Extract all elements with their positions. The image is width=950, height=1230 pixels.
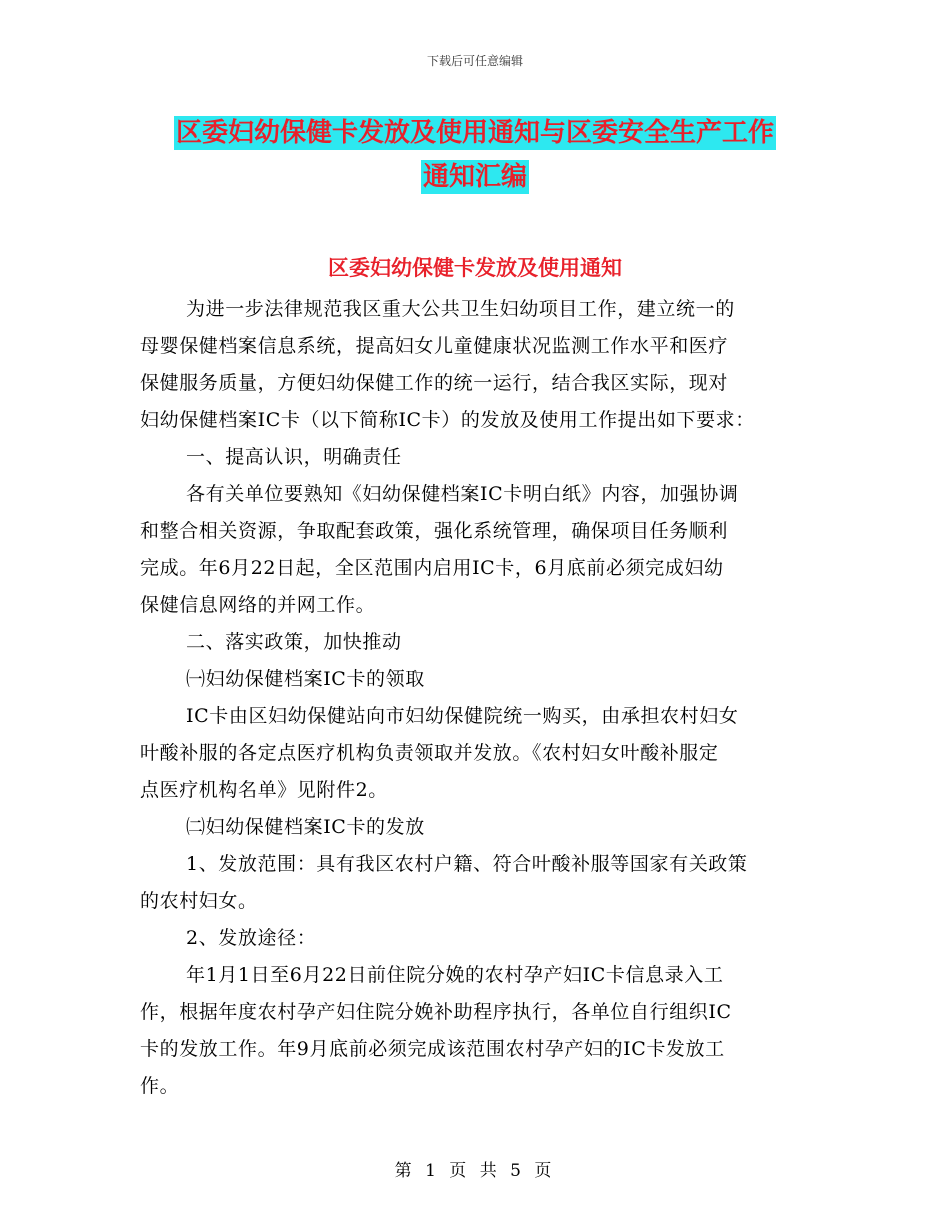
paragraph-line: 保健服务质量，方便妇幼保健工作的统一运行，结合我区实际，现对 bbox=[140, 372, 729, 394]
document-title-line-1 bbox=[0, 112, 950, 149]
paragraph-line: 年1月1日至6月22日前住院分娩的农村孕产妇IC卡信息录入工 bbox=[186, 964, 724, 986]
page-footer: 第 1 页 共 5 页 bbox=[394, 1161, 556, 1181]
document-title-line-2 bbox=[0, 156, 950, 193]
paragraph-line: 叶酸补服的各定点医疗机构负责领取并发放。《农村妇女叶酸补服定 bbox=[140, 742, 719, 764]
paragraph-line: 作，根据年度农村孕产妇住院分娩补助程序执行，各单位自行组织IC bbox=[140, 1001, 732, 1023]
paragraph-line: 为进一步法律规范我区重大公共卫生妇幼项目工作，建立统一的 bbox=[186, 298, 735, 320]
paragraph-line: 的农村妇女。 bbox=[140, 890, 258, 912]
title-highlight: 通知汇编 bbox=[422, 162, 527, 192]
paragraph-line: 完成。年6月22日起，全区范围内启用IC卡，6月底前必须完成妇幼 bbox=[140, 557, 724, 579]
paragraph-line: 点医疗机构名单》见附件2。 bbox=[140, 779, 388, 801]
paragraph-line: 和整合相关资源，争取配套政策，强化系统管理，确保项目任务顺利 bbox=[140, 520, 729, 542]
heading-line: ㈡妇幼保健档案IC卡的发放 bbox=[186, 816, 425, 838]
paragraph-line: IC卡由区妇幼保健站向市妇幼保健院统一购买，由承担农村妇女 bbox=[186, 705, 739, 727]
section-title: 区委妇幼保健卡发放及使用通知 bbox=[328, 256, 622, 280]
paragraph-line: 各有关单位要熟知《妇幼保健档案IC卡明白纸》内容，加强协调 bbox=[186, 483, 739, 505]
heading-line: ㈠妇幼保健档案IC卡的领取 bbox=[186, 668, 425, 690]
paragraph-line: 1、发放范围：具有我区农村户籍、符合叶酸补服等国家有关政策 bbox=[186, 853, 748, 875]
paragraph-line: 作。 bbox=[140, 1075, 180, 1097]
paragraph-line: 2、发放途径： bbox=[186, 927, 317, 949]
paragraph-line: 妇幼保健档案IC卡（以下简称IC卡）的发放及使用工作提出如下要求： bbox=[140, 409, 755, 431]
title-highlight: 区委妇幼保健卡发放及使用通知与区委安全生产工作 bbox=[175, 118, 774, 148]
heading-line: 一、提高认识，明确责任 bbox=[186, 446, 402, 468]
header-note: 下载后可任意编辑 bbox=[426, 54, 523, 68]
heading-line: 二、落实政策，加快推动 bbox=[186, 631, 402, 653]
paragraph-line: 卡的发放工作。年9月底前必须完成该范围农村孕产妇的IC卡发放工 bbox=[140, 1038, 725, 1060]
paragraph-line: 母婴保健档案信息系统，提高妇女儿童健康状况监测工作水平和医疗 bbox=[140, 335, 729, 357]
paragraph-line: 保健信息网络的并网工作。 bbox=[140, 594, 376, 616]
